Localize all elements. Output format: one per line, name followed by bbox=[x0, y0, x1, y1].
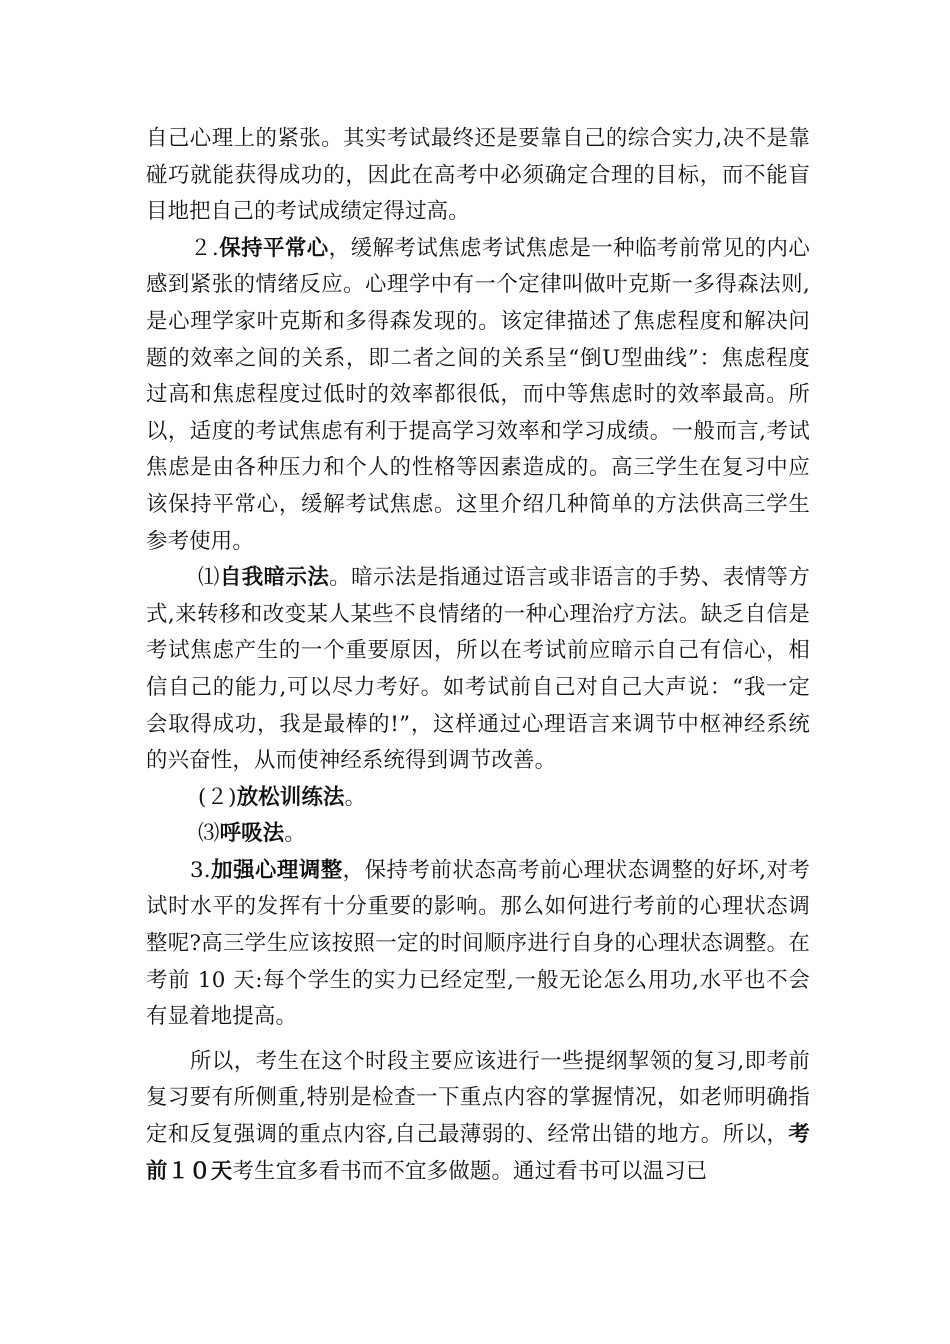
item-heading: 呼吸法 bbox=[219, 821, 285, 847]
paragraph-goal bbox=[146, 121, 810, 231]
paragraph-self-suggestion bbox=[146, 560, 810, 780]
item-number: ⑶ bbox=[198, 821, 220, 847]
paragraph-adjustment bbox=[146, 853, 810, 1036]
paragraph-text: 。暗示法是指通过语言或非语言的手势、表情等方式,来转移和改变某人某些不良情绪的一种心理治疗方法。缺乏自信是考试焦虑产生的一个重要原因，所以在考试前应暗示自己有信心，相信自己的能力,可以尽力考好。如考试前自己对自己大声说：“我一定会取得成功，我是最棒的!”，这样通过心理语言来调节中枢神经系统的兴奋性，从而使神经系统得到调节改善。 bbox=[146, 565, 810, 774]
paragraph-text: ，缓解考试焦虑考试焦虑是一种临考前常见的内心感到紧张的情绪反应。心理学中有一个定律叫做叶克斯一多得森法则,是心理学家叶克斯和多得森发现的。该定律描述了焦虑程度和解决问题的效率之间的关系，即二者之间的关系呈“倒U型曲线”：焦虑程度过高和焦虑程度过低时的效率都很低，而中等焦虑时的效率最高。所以，适度的考试焦虑有利于提高学习效率和学习成绩。一般而言,考试焦虑是由各种压力和个人的性格等因素造成的。高三学生在复习中应该保持平常心，缓解考试焦虑。这里介绍几种简单的方法供高三学生参考使用。 bbox=[146, 235, 810, 554]
section-number: 3. bbox=[190, 857, 211, 883]
paragraph-text: 自己心理上的紧张。其实考试最终还是要靠自己的综合实力,决不是靠碰巧就能获得成功的，因此在高考中必须确定合理的目标，而不能盲目地把自己的考试成绩定得过高。 bbox=[146, 126, 810, 225]
section-heading: 加强心理调整 bbox=[210, 857, 343, 883]
inline-emphasis: 考前１０天 bbox=[146, 1122, 810, 1184]
item-heading: 放松训练法 bbox=[236, 784, 345, 810]
section-number: ２. bbox=[190, 235, 219, 261]
paragraph-text-continued: 考生宜多看书而不宜多做题。通过看书可以温习已 bbox=[232, 1158, 708, 1184]
paragraph-text: 。 bbox=[284, 821, 306, 847]
paragraph-stay-calm bbox=[146, 231, 810, 560]
paragraph-relaxation bbox=[146, 780, 810, 817]
item-number: ⑴ bbox=[198, 565, 220, 591]
item-number: (２) bbox=[198, 784, 237, 810]
section-heading: 保持平常心 bbox=[218, 235, 329, 261]
paragraph-text: 所以，考生在这个时段主要应该进行一些提纲挈领的复习,即考前复习要有所侧重,特别是检查一下重点内容的掌握情况，如老师明确指定和反复强调的重点内容,自己最薄弱的、经常出错的地方。所以， bbox=[146, 1048, 810, 1148]
paragraph-text: ，保持考前状态高考前心理状态调整的好坏,对考试时水平的发挥有十分重要的影响。那么如何进行考前的心理状态调整呢?高三学生应该按照一定的时间顺序进行自身的心理状态调整。在考前 10 天:每个学生的实力已经定型,一般无论怎么用功,水平也不会有显着地提高。 bbox=[146, 857, 811, 1030]
paragraph-text: 。 bbox=[344, 784, 367, 810]
document-body bbox=[146, 121, 810, 1190]
paragraph-breathing bbox=[146, 816, 810, 853]
paragraph-gap bbox=[146, 1036, 810, 1044]
paragraph-review bbox=[146, 1044, 810, 1190]
item-heading: 自我暗示法 bbox=[219, 565, 330, 591]
